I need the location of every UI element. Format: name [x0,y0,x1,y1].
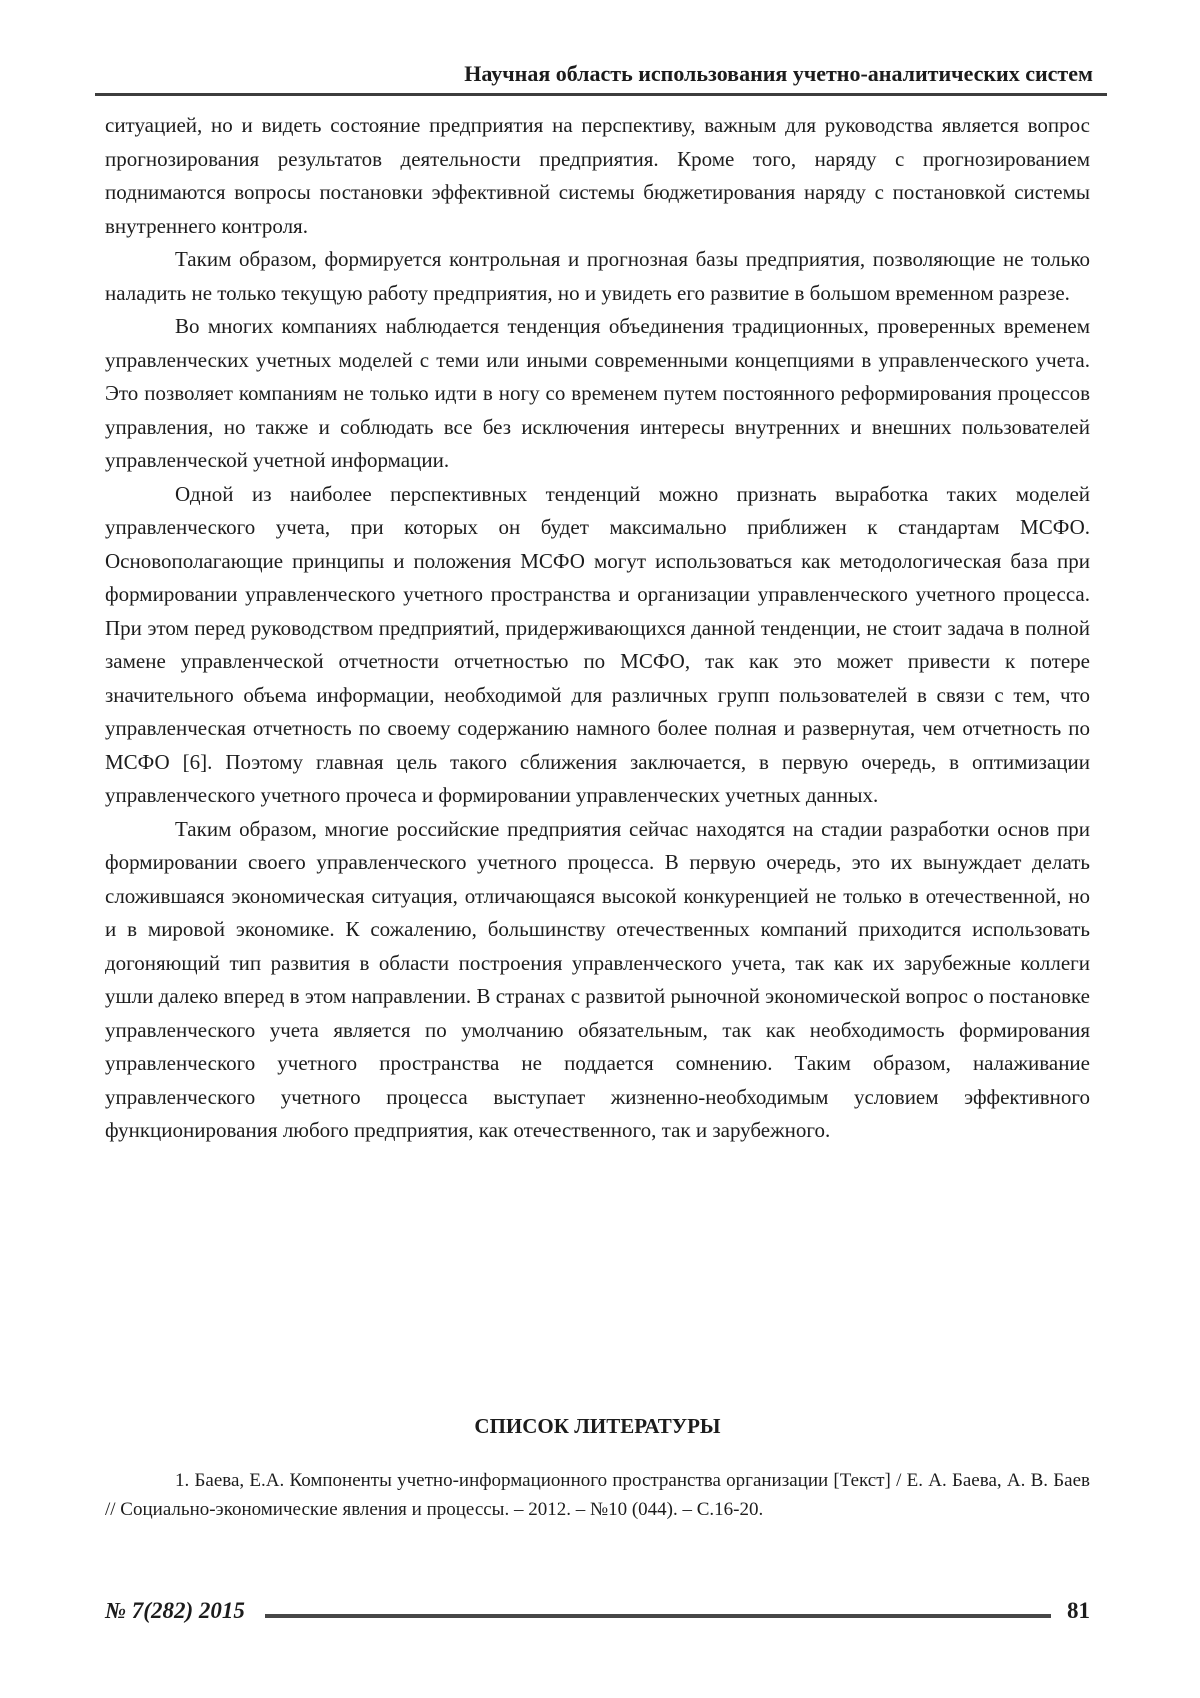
paragraph: Таким образом, многие российские предприятия сейчас находятся на стадии разработки основ при формировании своего управленческого учетного процесса. В первую очередь, это их вынуждает делать сложившаяся экономическая ситуация, отличающаяся высокой конкуренцией не только в отечественной, но и в мировой экономике. К сожалению, большинству отечественных компаний приходится использовать догоняющий тип развития в области построения управленческого учета, так как их зарубежные коллеги ушли далеко вперед в этом направлении. В странах с развитой рыночной экономической вопрос о постановке управленческого учета является по умолчанию обязательным, так как необходимость формирования управленческого учетного пространства не поддается сомнению. Таким образом, налаживание управленческого учетного процесса выступает жизненно-необходимым условием эффективного функционирования любого предприятия, как отечественного, так и зарубежного. [105,816,1090,1142]
page-number: 81 [1067,1598,1090,1623]
page-body [105,109,1090,1148]
paragraph: Во многих компаниях наблюдается тенденция объединения традиционных, проверенных временем управленческих учетных моделей с теми или иными современными концепциями в управленческого учета. Это позволяет компаниям не только идти в ногу со временем путем постоянного реформирования процессов управления, но также и соблюдать все без исключения интересы внутренних и внешних пользователей управленческой учетной информации. [105,314,1090,472]
paragraph: Таким образом, формируется контрольная и прогнозная базы предприятия, позволяющие не только наладить не только текущую работу предприятия, но и увидеть его развитие в большом временном разрезе. [105,247,1090,305]
footer-rule [265,1614,1051,1618]
reference-item: 1. Баева, Е.А. Компоненты учетно-информационного пространства организации [Текст] / Е. А. Баева, А. В. Баев // Социально-экономические явления и процессы. – 2012. – №10 (044). – С.16-20. [105,1470,1090,1520]
paragraph: Одной из наиболее перспективных тенденций можно признать выработка таких моделей управленческого учета, при которых он будет максимально приближен к стандартам МСФО. Основополагающие принципы и положения МСФО могут использоваться как методологическая база при формировании управленческого учетного пространства и организации управленческого учетного процесса. При этом перед руководством предприятий, придерживающихся данной тенденции, не стоит задача в полной замене управленческой отчетности отчетностью по МСФО, так как это может привести к потере значительного объема информации, необходимой для различных групп пользователей в связи с тем, что управленческая отчетность по своему содержанию намного более полная и развернутая, чем отчетность по МСФО [6]. Поэтому главная цель такого сближения заключается, в первую очередь, в оптимизации управленческого учетного прочеса и формировании управленческих учетных данных. [105,481,1090,807]
page-footer [105,1598,1090,1624]
journal-issue: № 7(282) 2015 [105,1598,245,1623]
references-heading: СПИСОК ЛИТЕРАТУРЫ [474,1414,721,1438]
paragraph: ситуацией, но и видеть состояние предприятия на перспективу, важным для руководства является вопрос прогнозирования результатов деятельности предприятия. Кроме того, наряду с прогнозированием поднимаются вопросы постановки эффективной системы бюджетирования наряду с постановкой системы внутреннего контроля. [105,113,1090,238]
header-rule [95,93,1107,96]
references-section [105,1466,1090,1524]
running-title: Научная область использования учетно-аналитических систем [464,61,1093,86]
